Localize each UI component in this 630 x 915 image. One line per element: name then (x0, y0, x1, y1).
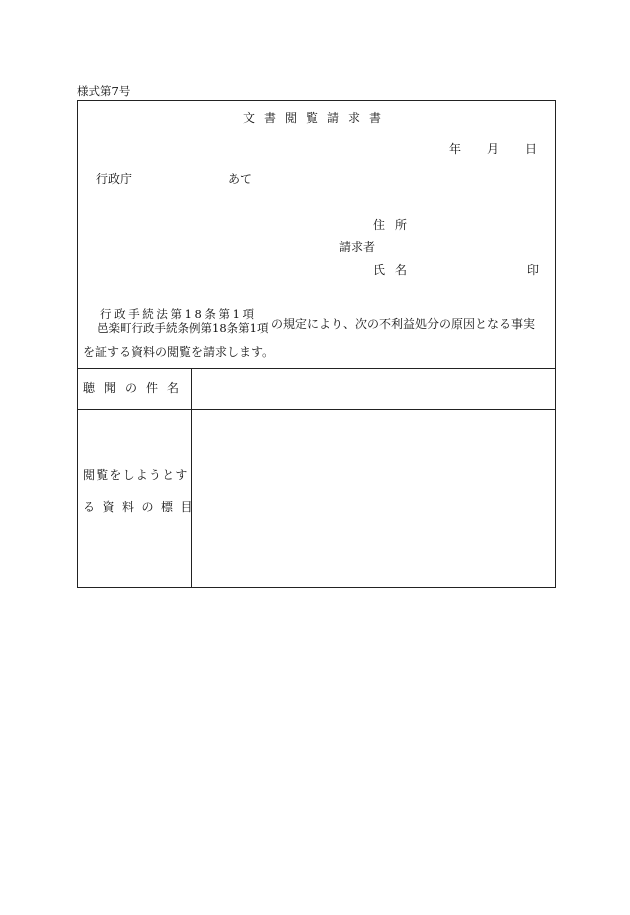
date-line (449, 143, 537, 155)
law-reference-line1: 行政手続法第18条第1項 (100, 307, 257, 321)
material-title-label-line1: 閲覧をしようとす (83, 468, 189, 482)
hearing-subject-field[interactable] (192, 369, 556, 409)
body-text-line1: の規定により、次の不利益処分の原因となる事実 (271, 317, 536, 331)
form-number: 様式第7号 (77, 84, 131, 98)
material-title-label-line2: る資料の標目 (83, 500, 201, 514)
date-day-label: 日 (524, 142, 537, 156)
date-month-label: 月 (486, 142, 499, 156)
requester-address-label: 住所 (373, 218, 418, 232)
request-form (77, 100, 556, 588)
requester-name-label: 氏名 (373, 263, 418, 277)
document-title: 文書閲覧請求書 (242, 111, 390, 125)
material-title-field[interactable] (192, 410, 556, 588)
date-year-label: 年 (448, 142, 461, 156)
body-text-line2: を証する資料の閲覧を請求します。 (83, 345, 275, 359)
requester-label: 請求者 (339, 240, 376, 254)
hearing-subject-label: 聴聞の件名 (83, 381, 189, 395)
addressee-agency: 行政庁 (96, 172, 133, 186)
law-reference-line2: 邑楽町行政手続条例第18条第1項 (97, 321, 269, 335)
seal-label: 印 (527, 263, 540, 277)
addressee-suffix: あて (228, 172, 253, 186)
